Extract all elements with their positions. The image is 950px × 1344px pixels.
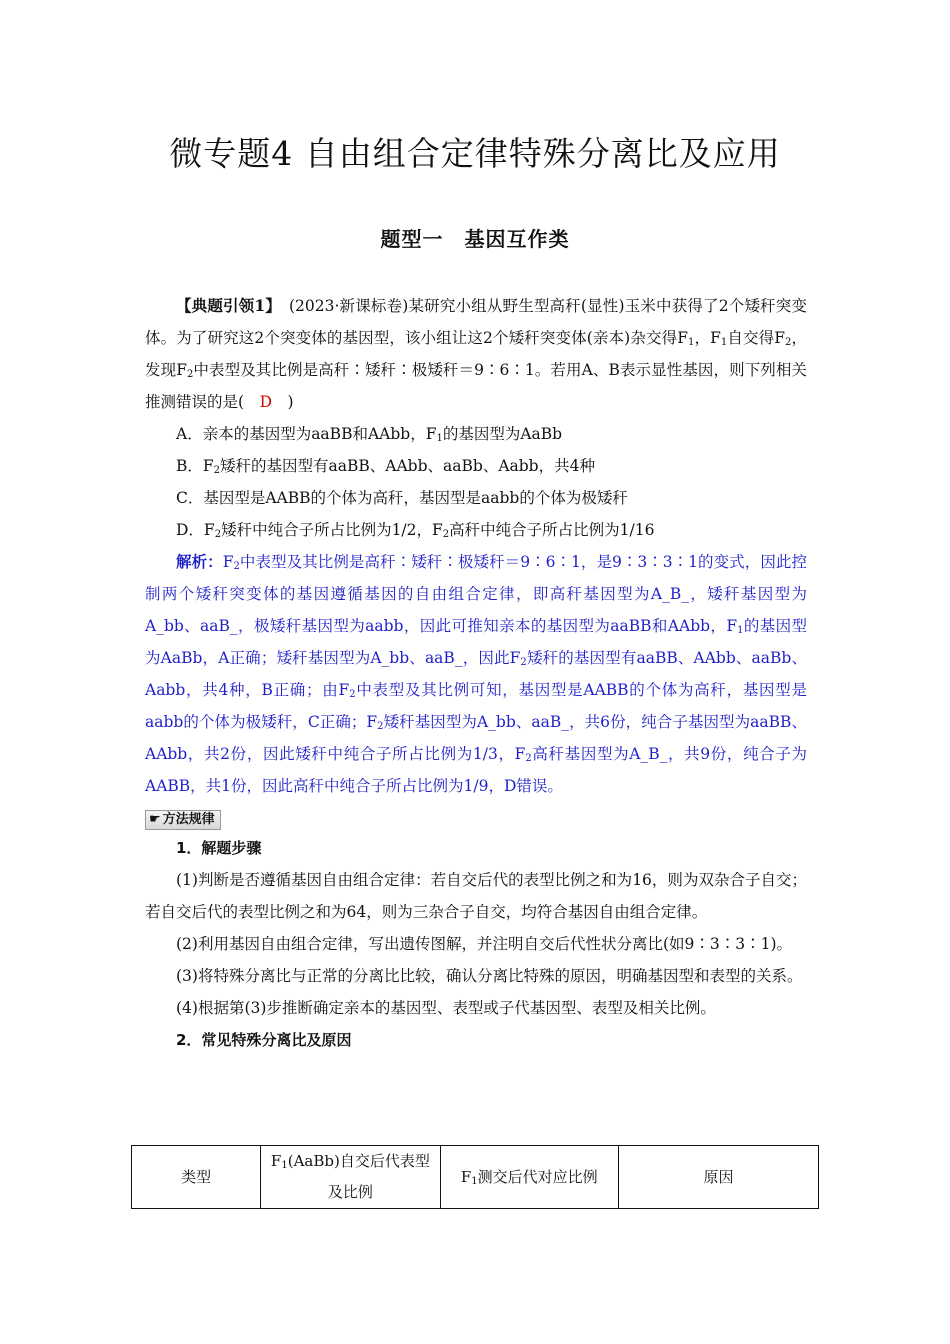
option-c: C．基因型是AABB的个体为高秆，基因型是aabb的个体为极矮秆	[176, 489, 628, 507]
page-title: 微专题4 自由组合定律特殊分离比及应用	[169, 134, 781, 173]
ratio-table	[131, 1145, 819, 1209]
step-2: (2)利用基因自由组合定律，写出遗传图解，并注明自交后代性状分离比(如9∶3∶3∶1)。	[176, 935, 792, 953]
answer-letter: D	[259, 393, 272, 411]
analysis-paragraph: 解析：$F_2$中表型及其比例是高秆∶矮秆∶极矮秆＝9∶6∶1，是9∶3∶3∶1的变式，因此控制两个矮秆突变体的基因遵循基因的自由组合定律，即高秆基因型为A_B_，矮秆基因型为A_bb、aaB_，极矮秆基因型为aabb，因此可推知亲本的基因型为aaBB和AAbb，$F_1$的基因型为AaBb，A正确；矮秆基因型为A_bb、aaB_，因此$F_2$矮秆的基因型有aaBB、AAbb、aaBb、Aabb，共4种，B正确；由$F_2$中表型及其比例可知，基因型是AABB的个体为高秆，基因型是aabb的个体为极矮秆，C正确；$F_2$矮秆基因型为A_bb、aaB_，共6份，纯合子基因型为aaBB、AAbb，共2份，因此矮秆中纯合子所占比例为1/3，$F_2$高秆基因型为A_B_，共9份，纯合子为AABB，共1份，因此高秆中纯合子所占比例为1/9，D错误。	[145, 552, 808, 795]
step-1: (1)判断是否遵循基因自由组合定律：若自交后代的表型比例之和为16，则为双杂合子自交；若自交后代的表型比例之和为64，则为三杂合子自交，均符合基因自由组合定律。	[145, 871, 807, 921]
step-4: (4)根据第(3)步推断确定亲本的基因型、表型或子代基因型、表型及相关比例。	[176, 999, 716, 1017]
example-question: 【典题引领1】 (2023·新课标卷)某研究小组从野生型高秆(显性)玉米中获得了2个矮秆突变体。为了研究这2个突变体的基因型，该小组让这2个矮秆突变体(亲本)杂交得$F_1$，$F_1$自交得$F_2$，发现$F_2$中表型及其比例是高秆∶矮秆∶极矮秆＝9∶6∶1。若用A、B表示显性基因，则下列相关推测错误的是( D )	[145, 296, 807, 411]
table-header-type: 类型	[132, 1146, 261, 1209]
option-d: D．$F_2$矮秆中纯合子所占比例为1/2，$F_2$高秆中纯合子所占比例为1/16	[176, 521, 655, 540]
table-header-testcross: $F_1$测交后代对应比例	[440, 1146, 618, 1209]
table-header-selfing: $F_1(AaBb)$自交后代表型及比例	[261, 1146, 440, 1209]
method-badge-row	[145, 802, 807, 832]
section-title: 题型一 基因互作类	[380, 227, 570, 251]
table-header-reason: 原因	[618, 1146, 818, 1209]
analysis-label: 解析：	[176, 552, 223, 571]
document-body	[145, 290, 807, 1056]
example-label: 【典题引领1】	[176, 296, 274, 315]
option-b: B．$F_2$矮秆的基因型有aaBB、AAbb、aaBb、Aabb，共4种	[176, 457, 595, 476]
pointing-hand-icon: ☛	[149, 812, 161, 827]
method-badge: ☛ 方法规律	[145, 810, 221, 830]
option-a: A．亲本的基因型为aaBB和AAbb，$F_1$的基因型为AaBb	[176, 425, 563, 444]
steps-heading: 1．解题步骤	[176, 839, 262, 857]
ratios-heading: 2．常见特殊分离比及原因	[176, 1031, 352, 1049]
step-3: (3)将特殊分离比与正常的分离比比较，确认分离比特殊的原因，明确基因型和表型的关系。	[176, 967, 803, 985]
example-source: (2023·新课标卷)	[288, 297, 409, 315]
table-header-row	[132, 1146, 819, 1209]
